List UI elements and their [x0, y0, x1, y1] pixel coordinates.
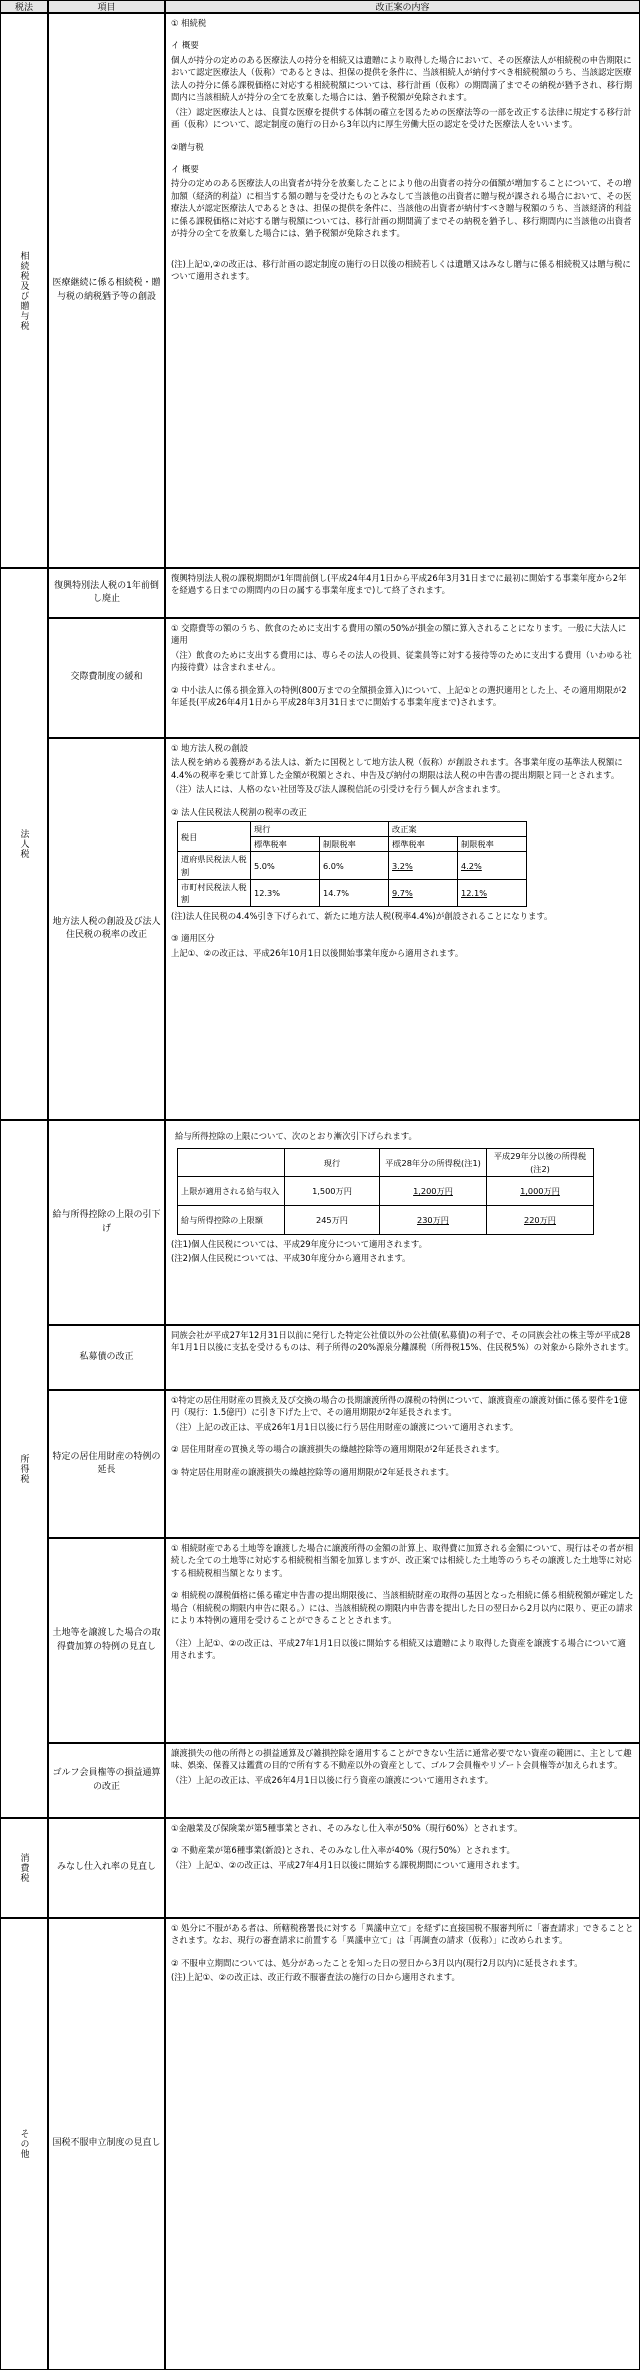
salary-deduction-table — [177, 1148, 594, 1234]
content-paragraph: イ 概要 — [171, 40, 199, 51]
table-cell: 12.1% — [458, 879, 527, 906]
table-cell: 上限が適用される給与収入 — [178, 1176, 285, 1205]
content-paragraph: ② 居住用財産の買換え等の場合の譲渡損失の繰越控除等の適用期限が2年延長されます。 — [171, 1444, 505, 1455]
content-paragraph: 譲渡損失の他の所得との損益通算及び雑損控除を適用することができない生活に通常必要でない資産の範囲に、主として趣味、娯楽、保養又は鑑賞の目的で所有する不動産以外の資産として、ゴルフ会員権やリゾート会員権等が加えられます。 — [171, 1748, 632, 1771]
table-cell: 245万円 — [285, 1205, 380, 1234]
table-cell: 制限税率 — [320, 837, 389, 852]
table-cell: 給与所得控除の上限額 — [178, 1205, 285, 1234]
content-local-corporate-tax — [165, 738, 640, 1120]
content-paragraph: ② 法人住民税法人税割の税率の改正 — [171, 806, 307, 817]
content-paragraph: 持分の定めのある医療法人の出資者が持分を放棄したことにより他の出資者の持分の価額が増加することについて、その増加額（経済的利益）に相当する額の贈与を受けたものとみなして当該他の出資者に贈与税が課される場合において、その医療法人が認定医療法人であるときは、担保の提供を条件に、当該他の出資者が納付すべき贈与税額のうち、当該経済的利益に係る課税価格に対応する贈与税額については、移行計画の期間満了までその納税を猶予し、移行期間内に当該他の出資者が持分の全てを放棄した場合には、猶予税額が免除されます。 — [171, 178, 632, 239]
item-private-bond: 私募債の改正 — [48, 1325, 165, 1390]
table-cell: 14.7% — [320, 879, 389, 906]
content-paragraph: ① 地方法人税の創設 — [171, 743, 249, 753]
content-paragraph: イ 概要 — [171, 163, 199, 174]
tax-category-corporate: 法人税 — [0, 568, 48, 1120]
content-paragraph: ① 処分に不服がある者は、所轄税務署長に対する「異議申立て」を経ずに直接国税不服審判所に「審査請求」できることとされます。なお、現行の審査請求に前置する「異議申立て」は「再調査の請求（仮称）」に改められます。 — [171, 1923, 634, 1946]
content-residence-special — [165, 1390, 640, 1538]
content-paragraph: 上記①、②の改正は、平成26年10月1日以後開始事業年度から適用されます。 — [171, 947, 464, 958]
item-golf-membership: ゴルフ会員権等の損益通算の改正 — [48, 1743, 165, 1818]
content-paragraph: 同族会社が平成27年12月31日以前に発行した特定公社債以外の公社債(私募債)の利子で、その同族会社の株主等が平成28年1月1日以後に支払を受けるものは、利子所得の20%源泉分離課税（所得税15%、住民税5%）の対象から除外されます。 — [171, 1330, 634, 1353]
content-medical-deferral — [165, 13, 640, 568]
table-cell: 平成28年分の所得税(注1) — [380, 1149, 487, 1176]
item-land-acquisition: 土地等を譲渡した場合の取得費加算の特例の見直し — [48, 1538, 165, 1743]
content-paragraph: (注)上記①、②の改正は、改正行政不服審査法の施行の日から適用されます。 — [171, 1972, 460, 1983]
content-paragraph: (注)上記①,②の改正は、移行計画の認定制度の施行の日以後の相続若しくは遺贈又はみなし贈与に係る相続税又は贈与税について適用されます。 — [171, 258, 631, 281]
table-cell: 1,000万円 — [487, 1176, 594, 1205]
content-paragraph: ② 不動産業が第6種事業(新設)とされ、そのみなし仕入率が40%（現行50%）とされます。 — [171, 1845, 515, 1856]
content-paragraph: ① 相続税 — [171, 18, 207, 28]
table-cell: 6.0% — [320, 852, 389, 879]
table-cell: 標準税率 — [389, 837, 458, 852]
content-paragraph: （注）法人には、人格のない社団等及び法人課税信託の引受けを行う個人が含まれます。 — [171, 784, 506, 795]
table-cell: 12.3% — [251, 879, 320, 906]
header-item: 項目 — [48, 0, 165, 13]
table-cell: 平成29年分以後の所得税(注2) — [487, 1149, 594, 1176]
table-cell: 9.7% — [389, 879, 458, 906]
table-cell: 現行 — [251, 822, 389, 837]
content-paragraph: 個人が持分の定めのある医療法人の持分を相続又は遺贈により取得した場合において、その医療法人が相続税の申告期限において認定医療法人（仮称）であるときは、担保の提供を条件に、当該相続人が納付すべき相続税額のうち、当該認定医療法人の持分に係る課税価格に対応する相続税額については、移行計画（仮称）の期間満了までその納税が猶予され、移行期間内に当該相続人が持分の全てを放棄した場合には、猶予税額が免除されます。 — [171, 54, 632, 103]
table-cell: 道府県民税法人税割 — [178, 852, 251, 879]
item-deemed-purchase-rate: みなし仕入れ率の見直し — [48, 1818, 165, 1918]
table-cell: 3.2% — [389, 852, 458, 879]
content-paragraph: 法人税を納める義務がある法人は、新たに国税として地方法人税（仮称）が創設されます。各事業年度の基準法人税額に4.4%の税率を乗じて計算した金額が税額とされ、申告及び納付の期限は法人税の申告書の提出期限と同一とされます。 — [171, 757, 623, 780]
content-paragraph: ③ 特定居住用財産の譲渡損失の繰越控除等の適用期限が2年延長されます。 — [171, 1466, 454, 1477]
item-entertainment: 交際費制度の緩和 — [48, 618, 165, 738]
content-paragraph: (注)法人住民税の4.4%引き下げられて、新たに地方法人税(税率4.4%)が創設されることになります。 — [171, 911, 553, 922]
table-cell: 標準税率 — [251, 837, 320, 852]
table-cell: 5.0% — [251, 852, 320, 879]
tax-category-income: 所得税 — [0, 1120, 48, 1818]
content-paragraph: (注1)個人住民税については、平成29年度分について適用されます。 — [171, 1238, 428, 1249]
content-paragraph: ③ 適用区分 — [171, 933, 215, 944]
content-paragraph: (注2)個人住民税については、平成30年度分から適用されます。 — [171, 1253, 411, 1264]
content-paragraph: ① 相続財産である土地等を譲渡した場合に譲渡所得の金額の計算上、取得費に加算される金額について、現行はその者が相続した全ての土地等に対応する相続税相当額を加算しますが、改正案では相続した土地等のうちその譲渡した土地等に対応する相続税相当額となります。 — [171, 1543, 634, 1578]
content-paragraph: ② 不服申立期間については、処分があったことを知った日の翌日から3月以内(現行2月以内)に延長されます。 — [171, 1957, 583, 1968]
content-paragraph: （注）上記の改正は、平成26年1月1日以後に行う居住用財産の譲渡について適用されます。 — [171, 1421, 519, 1432]
table-cell: 1,200万円 — [380, 1176, 487, 1205]
header-tax: 税法 — [0, 0, 48, 13]
table-cell: 制限税率 — [458, 837, 527, 852]
content-deemed-purchase-rate — [165, 1818, 640, 1918]
header-content: 改正案の内容 — [165, 0, 640, 13]
table-cell: 4.2% — [458, 852, 527, 879]
tax-category-inheritance: 相続税及び贈与税 — [0, 13, 48, 568]
content-paragraph: （注）上記の改正は、平成26年4月1日以後に行う資産の譲渡について適用されます。 — [171, 1774, 493, 1785]
resident-tax-rate-table — [177, 821, 527, 907]
content-entertainment — [165, 618, 640, 738]
content-paragraph: ② 相続税の課税価格に係る確定申告書の提出期限後に、当該相続財産の取得の基因となった相続に係る相続税額が確定した場合（相続税の期限内申告に限る。）には、当該相続税の期限内申告書を提出した日の翌日から2月以内に限り、更正の請求により本特例の適用を受けることができることとされます。 — [171, 1590, 634, 1626]
content-golf-membership — [165, 1743, 640, 1818]
table-cell: 1,500万円 — [285, 1176, 380, 1205]
content-paragraph: 復興特別法人税の課税期間が1年間前倒し(平成24年4月1日から平成26年3月31日までに最初に開始する事業年度から2年を経過する日までの期間内の日の属する事業年度まで)して終了されます。 — [171, 573, 627, 596]
item-local-corporate-tax: 地方法人税の創設及び法人住民税の税率の改正 — [48, 738, 165, 1120]
content-paragraph: （注）飲食のために支出する費用には、専らその法人の役員、従業員等に対する接待等のために支出する費用（いわゆる社内接待費）は含まれません。 — [171, 649, 632, 673]
item-salary-deduction: 給与所得控除の上限の引下げ — [48, 1120, 165, 1325]
content-paragraph: ② 中小法人に係る損金算入の特例(800万までの全額損金算入)について、上記①との選択適用とした上、その適用期限が2年延長(平成26年4月1日から平成28年3月31日までに開始する事業年度まで)されます。 — [171, 684, 627, 708]
tax-category-other: その他 — [0, 1918, 48, 2370]
item-reconstruction-tax: 復興特別法人税の1年前倒し廃止 — [48, 568, 165, 618]
table-cell: 改正案 — [389, 822, 527, 837]
content-land-acquisition — [165, 1538, 640, 1743]
content-paragraph: （注）上記①、②の改正は、平成27年4月1日以後に開始する課税期間について適用されます。 — [171, 1859, 525, 1870]
content-salary-deduction — [165, 1120, 640, 1325]
tax-category-consumption: 消費税 — [0, 1818, 48, 1918]
table-cell: 230万円 — [380, 1205, 487, 1234]
content-paragraph: ①金融業及び保険業が第5種事業とされ、そのみなし仕入率が50%（現行60%）とされます。 — [171, 1823, 523, 1833]
content-appeal-system — [165, 1918, 640, 2370]
table-cell: 市町村民税法人税割 — [178, 879, 251, 906]
item-medical-deferral: 医療継続に係る相続税・贈与税の納税猶予等の創設 — [48, 13, 165, 568]
table-cell: 税目 — [178, 822, 251, 852]
table-cell: 220万円 — [487, 1205, 594, 1234]
content-reconstruction-tax — [165, 568, 640, 618]
table-cell — [178, 1149, 285, 1176]
content-paragraph: （注）認定医療法人とは、良質な医療を提供する体制の確立を図るための医療法等の一部を改正する法律に規定する移行計画（仮称）について、認定制度の施行の日から3年以内に厚生労働大臣の認定を受けた医療法人をいいます。 — [171, 106, 632, 130]
table-cell: 現行 — [285, 1149, 380, 1176]
item-residence-special: 特定の居住用財産の特例の延長 — [48, 1390, 165, 1538]
content-paragraph: ②贈与税 — [171, 141, 204, 152]
content-paragraph: ① 交際費等の額のうち、飲食のために支出する費用の額の50%が損金の額に算入されることになります。一般に大法人に適用 — [171, 623, 627, 646]
content-private-bond — [165, 1325, 640, 1390]
content-paragraph: ①特定の居住用財産の買換え及び交換の場合の長期譲渡所得の課税の特例について、譲渡資産の譲渡対価に係る要件を1億円（現行：1.5億円）に引き下げた上で、その適用期限が2年延長されます。 — [171, 1395, 628, 1418]
content-paragraph: （注）上記①、②の改正は、平成27年1月1日以後に開始する相続又は遺贈により取得した資産を譲渡する場合について適用されます。 — [171, 1637, 626, 1661]
item-appeal-system: 国税不服申立制度の見直し — [48, 1918, 165, 2370]
salary-intro: 給与所得控除の上限について、次のとおり漸次引下げられます。 — [175, 1131, 417, 1141]
